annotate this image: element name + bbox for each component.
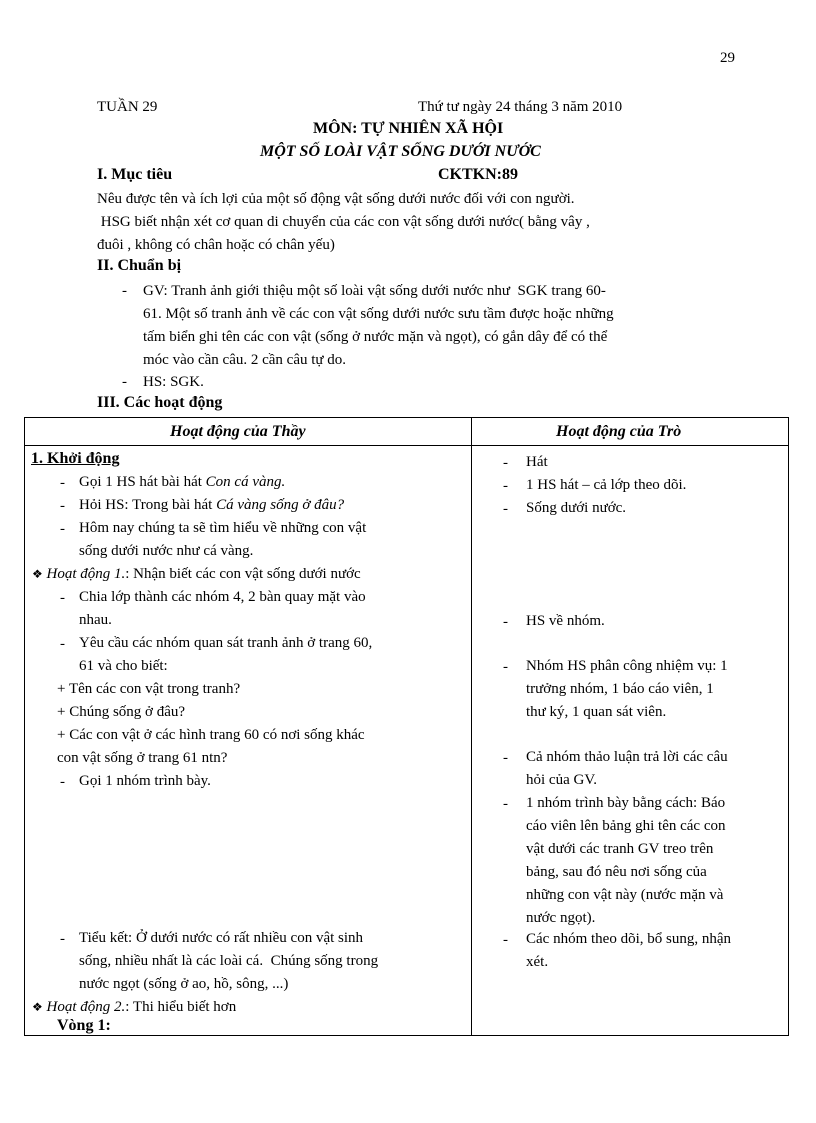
student-step: trưởng nhóm, 1 báo cáo viên, 1 (526, 681, 714, 697)
bullet-dash: - (503, 455, 508, 471)
teacher-step: Chia lớp thành các nhóm 4, 2 bàn quay mặt vào (79, 589, 366, 605)
prep-gv-line: 61. Một số tranh ảnh về các con vật sống dưới nước sưu tầm được hoặc những (143, 306, 614, 322)
week-label: TUẦN 29 (97, 99, 158, 115)
song-title: Con cá vàng. (205, 474, 286, 490)
prep-gv-line: tấm biển ghi tên các con vật (sống ở nước mặn và ngọt), có gắn dây để có thể (143, 329, 608, 345)
teacher-header-label: Hoạt động của Thầy (170, 423, 306, 440)
student-step: 1 HS hát – cả lớp theo dõi. (526, 477, 687, 493)
teacher-step (79, 494, 344, 517)
bullet-dash: - (503, 932, 508, 948)
bullet-dash: - (122, 283, 127, 299)
warmup-heading: 1. Khởi động (31, 450, 120, 467)
prep-gv-line: GV: Tranh ảnh giới thiệu một số loài vật sống dưới nước như SGK trang 60- (143, 283, 606, 299)
teacher-step-text: Hỏi HS: Trong bài hát (79, 497, 217, 513)
bullet-dash: - (60, 521, 65, 537)
activity-text: : Nhận biết các con vật sống dưới nước (125, 566, 361, 582)
student-step: Hát (526, 454, 548, 470)
prep-hs-line: HS: SGK. (143, 374, 204, 390)
student-step: hỏi của GV. (526, 772, 597, 788)
student-step: HS về nhóm. (526, 613, 605, 629)
teacher-question: + Chúng sống ở đâu? (57, 704, 186, 720)
student-step: Các nhóm theo dõi, bổ sung, nhận (526, 931, 731, 947)
student-step: nước ngọt). (526, 910, 596, 926)
teacher-step: Gọi 1 nhóm trình bày. (79, 773, 211, 789)
teacher-question: Cá vàng sống ở đâu? (216, 497, 345, 513)
objectives-code: CKTKN:89 (438, 166, 518, 183)
bullet-dash: - (60, 931, 65, 947)
activity-1-heading (32, 563, 361, 586)
round-1-label: Vòng 1: (57, 1017, 111, 1034)
student-step: những con vật này (nước mặn và (526, 887, 724, 903)
teacher-question: + Tên các con vật trong tranh? (57, 681, 241, 697)
page-number: 29 (720, 50, 735, 66)
bullet-dash: - (503, 796, 508, 812)
bullet-dash: - (60, 636, 65, 652)
bullet-dash: - (60, 498, 65, 514)
bullet-dash: - (503, 659, 508, 675)
diamond-bullet-icon: ❖ (32, 567, 43, 581)
student-step: cáo viên lên bảng ghi tên các con (526, 818, 726, 834)
teacher-step: Yêu cầu các nhóm quan sát tranh ảnh ở trang 60, (79, 635, 373, 651)
teacher-step: 61 và cho biết: (79, 658, 168, 674)
teacher-step: Hôm nay chúng ta sẽ tìm hiểu về những con vật (79, 520, 367, 536)
teacher-summary: nước ngọt (sống ở ao, hồ, sông, ...) (79, 976, 289, 992)
bullet-dash: - (60, 475, 65, 491)
activity-label: Hoạt động 1. (46, 566, 126, 582)
objective-line: đuôi , không có chân hoặc có chân yếu) (97, 237, 335, 253)
teacher-question: + Các con vật ở các hình trang 60 có nơi sống khác (57, 727, 365, 743)
activity-2-heading (32, 996, 236, 1019)
bullet-dash: - (60, 590, 65, 606)
activity-label: Hoạt động 2. (46, 999, 126, 1015)
teacher-summary: sống, nhiều nhất là các loài cá. Chúng sống trong (79, 953, 379, 969)
objective-line: Nêu được tên và ích lợi của một số động vật sống dưới nước đối với con người. (97, 191, 575, 207)
student-step: bảng, sau đó nêu nơi sống của (526, 864, 707, 880)
bullet-dash: - (503, 614, 508, 630)
teacher-summary: Tiểu kết: Ở dưới nước có rất nhiều con vật sinh (79, 930, 364, 946)
student-step: thư ký, 1 quan sát viên. (526, 704, 667, 720)
teacher-step-text: Gọi 1 HS hát bài hát (79, 474, 206, 490)
bullet-dash: - (503, 478, 508, 494)
preparation-heading: II. Chuẩn bị (97, 257, 182, 274)
bullet-dash: - (122, 374, 127, 390)
activity-text: : Thi hiểu biết hơn (125, 999, 237, 1015)
objectives-heading: I. Mục tiêu (97, 166, 173, 183)
activities-heading: III. Các hoạt động (97, 394, 223, 411)
teacher-step: sống dưới nước như cá vàng. (79, 543, 254, 559)
student-header-label: Hoạt động của Trò (556, 423, 682, 440)
student-step: Cả nhóm thảo luận trả lời các câu (526, 749, 728, 765)
teacher-question: con vật sống ở trang 61 ntn? (57, 750, 228, 766)
lesson-date: Thứ tư ngày 24 tháng 3 năm 2010 (418, 99, 623, 115)
bullet-dash: - (60, 774, 65, 790)
lesson-title: MỘT SỐ LOÀI VẬT SỐNG DƯỚI NƯỚC (260, 143, 541, 160)
student-step: 1 nhóm trình bày bằng cách: Báo (526, 795, 726, 811)
diamond-bullet-icon: ❖ (32, 1000, 43, 1014)
teacher-step (79, 471, 285, 494)
student-step: Nhóm HS phân công nhiệm vụ: 1 (526, 658, 728, 674)
student-step: xét. (526, 954, 549, 970)
subject-title: MÔN: TỰ NHIÊN XÃ HỘI (313, 120, 504, 137)
objective-line: HSG biết nhận xét cơ quan di chuyển của các con vật sống dưới nước( bằng vây , (97, 214, 590, 230)
prep-gv-line: móc vào cần câu. 2 cần câu tự do. (143, 352, 347, 368)
student-step: vật dưới các tranh GV treo trên (526, 841, 714, 857)
bullet-dash: - (503, 501, 508, 517)
student-step: Sống dưới nước. (526, 500, 627, 516)
teacher-step: nhau. (79, 612, 112, 628)
bullet-dash: - (503, 750, 508, 766)
